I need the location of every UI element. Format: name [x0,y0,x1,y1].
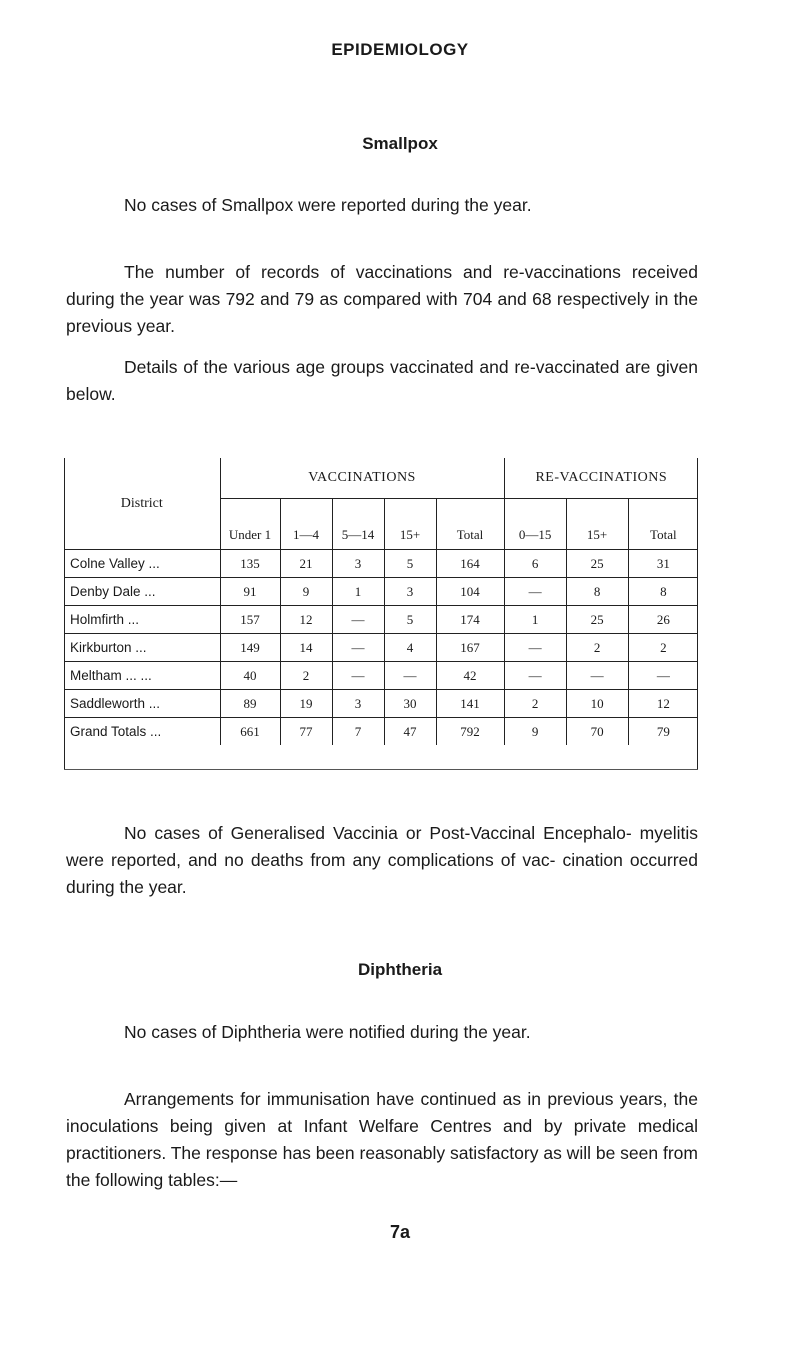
cell: 2 [280,662,332,690]
district-header: District [64,458,220,550]
col-header-15-plus: 15+ [384,499,436,550]
cell: — [504,578,566,606]
district-name: Denby Dale ... [64,578,220,606]
col-header-5-14: 5—14 [332,499,384,550]
cell: 31 [628,550,698,578]
table-row [64,634,698,662]
smallpox-title: Smallpox [362,134,438,153]
cell: 3 [332,690,384,718]
cell: 2 [566,634,628,662]
cell: 79 [628,718,698,746]
cell: 8 [566,578,628,606]
col-header-re-total: Total [628,499,698,550]
cell: 661 [220,718,280,746]
table-row [64,690,698,718]
cell: 30 [384,690,436,718]
district-name: Meltham ... ... [64,662,220,690]
page-header: EPIDEMIOLOGY [331,40,469,59]
district-name: Holmfirth ... [64,606,220,634]
table-row-grand-totals [64,718,698,746]
cell: 174 [436,606,504,634]
vaccination-table [64,458,698,745]
smallpox-paragraph-1: No cases of Smallpox were reported during the year. [124,195,532,215]
col-header-total: Total [436,499,504,550]
cell: 104 [436,578,504,606]
cell: 21 [280,550,332,578]
cell: 4 [384,634,436,662]
cell: 6 [504,550,566,578]
col-header-under-1: Under 1 [228,527,272,542]
cell: 19 [280,690,332,718]
smallpox-paragraph-3: Details of the various age groups vaccinated and re-vaccinated are given below. [66,357,698,404]
table-row [64,606,698,634]
cell: 42 [436,662,504,690]
cell: 3 [332,550,384,578]
cell: 77 [280,718,332,746]
cell: 9 [280,578,332,606]
table-bottom-rule [64,769,698,770]
cell: 89 [220,690,280,718]
district-name: Colne Valley ... [64,550,220,578]
cell: 164 [436,550,504,578]
cell: 70 [566,718,628,746]
district-name: Saddleworth ... [64,690,220,718]
cell: 25 [566,606,628,634]
cell: — [504,634,566,662]
diphtheria-paragraph-2: Arrangements for immunisation have continued as in previous years, the inoculations being given at Infant Welfare Centres and by private medical practitioners. The response has been reasonably satisfactory as will be seen from the following tables:— [66,1089,698,1190]
cell: — [504,662,566,690]
vaccinations-header: VACCINATIONS [220,458,504,499]
cell: 157 [220,606,280,634]
cell: 25 [566,550,628,578]
table-row [64,550,698,578]
cell: 10 [566,690,628,718]
cell: — [384,662,436,690]
cell: 5 [384,550,436,578]
cell: 26 [628,606,698,634]
cell: 2 [504,690,566,718]
diphtheria-title: Diphtheria [357,960,443,979]
cell: 1 [504,606,566,634]
cell: — [332,634,384,662]
cell: 167 [436,634,504,662]
col-header-re-0-15: 0—15 [518,527,552,542]
col-header-re-15-plus: 15+ [566,499,628,550]
cell: 1 [332,578,384,606]
col-header-1-4: 1—4 [280,499,332,550]
district-name: Grand Totals ... [64,718,220,746]
cell: 3 [384,578,436,606]
cell: — [628,662,698,690]
cell: 12 [280,606,332,634]
table-row [64,662,698,690]
cell: 9 [504,718,566,746]
cell: 8 [628,578,698,606]
cell: 792 [436,718,504,746]
cell: 12 [628,690,698,718]
cell: — [332,662,384,690]
cell: 135 [220,550,280,578]
cell: 5 [384,606,436,634]
cell: — [332,606,384,634]
cell: 40 [220,662,280,690]
page-number: 7a [389,1222,411,1242]
cell: 141 [436,690,504,718]
cell: 14 [280,634,332,662]
cell: — [566,662,628,690]
cell: 47 [384,718,436,746]
revaccinations-header: RE-VACCINATIONS [504,458,698,499]
vaccinia-paragraph: No cases of Generalised Vaccinia or Post-Vaccinal Encephalo- myelitis were reported, and no deaths from any complications of vac- cination occurred during the year. [66,823,698,897]
table-row [64,578,698,606]
cell: 91 [220,578,280,606]
smallpox-paragraph-2: The number of records of vaccinations and re-vaccinations received during the year was 792 and 79 as compared with 704 and 68 respectively in the previous year. [66,262,698,336]
cell: 2 [628,634,698,662]
cell: 149 [220,634,280,662]
diphtheria-paragraph-1: No cases of Diphtheria were notified during the year. [124,1022,531,1042]
district-name: Kirkburton ... [64,634,220,662]
cell: 7 [332,718,384,746]
